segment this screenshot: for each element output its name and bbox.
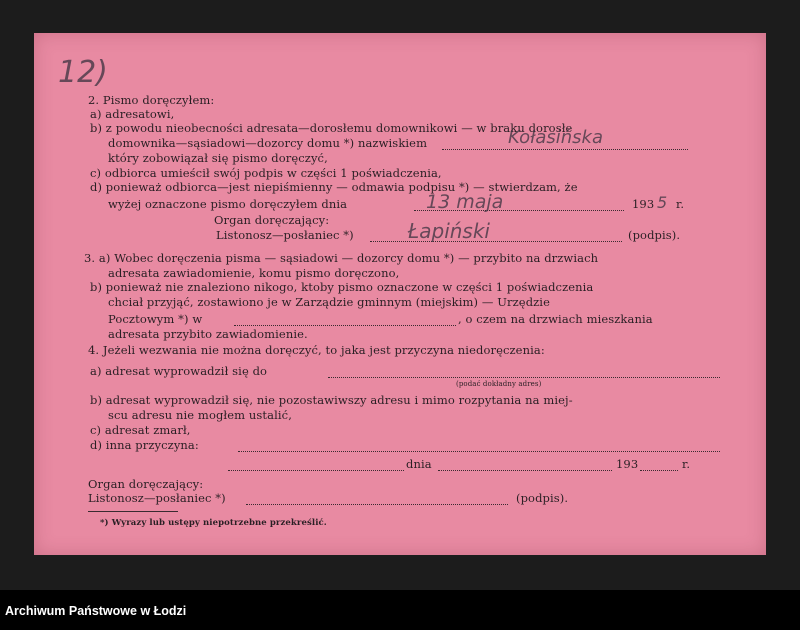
section-4-d: d) inna przyczyna: <box>90 438 199 452</box>
name-dotted-line <box>442 149 688 150</box>
section-4-year-dotted-line <box>640 470 678 471</box>
section-2-b-line1: b) z powodu nieobecności adresata—dorosłemu domownikowi — w braku dorosłe <box>90 121 573 135</box>
handwritten-name: Kołasińska <box>508 127 603 148</box>
section-2-heading: 2. Pismo doręczyłem: <box>88 93 215 107</box>
section-3-b-line1: b) ponieważ nie znaleziono nikogo, ktoby pismo oznaczone w części 1 poświadczenia <box>90 280 594 294</box>
section-2-organ: Organ doręczający: <box>214 213 330 227</box>
archive-label: Archiwum Państwowe w Łodzi <box>5 604 187 618</box>
section-3-b-line3b: , o czem na drzwiach mieszkania <box>458 312 653 326</box>
delivery-receipt-card <box>34 33 766 555</box>
section-3-a-line2: adresata zawiadomienie, komu pismo doręczono, <box>108 266 400 280</box>
section-4-date-dotted-line <box>438 470 612 471</box>
section-4-b-line1: b) adresat wyprowadził się, nie pozostawiwszy adresu i mimo rozpytania na miej- <box>90 393 573 407</box>
section-4-c: c) adresat zmarł, <box>90 423 191 437</box>
section-4-dnia: dnia <box>406 457 432 471</box>
footnote: *) Wyrazy lub ustępy niepotrzebne przekreślić. <box>100 518 327 528</box>
section-2-year: 193 <box>632 197 655 211</box>
section-4-signature-dotted-line <box>246 504 508 505</box>
section-2-listonosz: Listonosz—posłaniec *) <box>216 228 354 242</box>
address-note: (podać dokładny adres) <box>456 380 542 388</box>
section-3-b-line4: adresata przybito zawiadomienie. <box>108 327 308 341</box>
section-2-podpis: (podpis). <box>628 228 681 242</box>
section-4-a: a) adresat wyprowadził się do <box>90 364 268 378</box>
handwritten-year: 5 <box>657 193 668 212</box>
section-4-listonosz: Listonosz—posłaniec *) <box>88 491 226 505</box>
section-2-b-line3: który zobowiązał się pismo doręczyć, <box>108 151 328 165</box>
section-2-b-line2: domownika—sąsiadowi—dozorcy domu *) nazwiskiem <box>108 136 428 150</box>
section-4-year: 193 <box>616 457 639 471</box>
section-3-a-line1: 3. a) Wobec doręczenia pisma — sąsiadowi — dozorcy domu *) — przybito na drzwiach <box>84 251 599 265</box>
footnote-rule <box>88 511 178 512</box>
section-4-organ: Organ doręczający: <box>88 477 204 491</box>
post-office-dotted-line <box>234 325 456 326</box>
section-2-a: a) adresatowi, <box>90 107 175 121</box>
section-2-d-line1: d) ponieważ odbiorca—jest niepiśmienny — odmawia podpisu *) — stwierdzam, że <box>90 180 578 194</box>
section-3-b-line2: chciał przyjąć, zostawiono je w Zarządzie gminnym (miejskim) — Urzędzie <box>108 295 550 309</box>
place-dotted-line <box>228 470 404 471</box>
section-2-c: c) odbiorca umieścił swój podpis w części 1 poświadczenia, <box>90 166 442 180</box>
archive-footer <box>0 590 800 630</box>
section-4-b-line2: scu adresu nie mogłem ustalić, <box>108 408 292 422</box>
section-4-heading: 4. Jeżeli wezwania nie można doręczyć, to jaka jest przyczyna niedoręczenia: <box>88 343 545 357</box>
handwritten-date: 13 maja <box>426 191 504 213</box>
section-4-r: r. <box>682 457 691 471</box>
handwritten-number: 12) <box>58 55 108 90</box>
section-3-b-line3a: Pocztowym *) w <box>108 312 203 326</box>
section-2-d-line2: wyżej oznaczone pismo doręczyłem dnia <box>108 197 348 211</box>
section-2-r: r. <box>676 197 685 211</box>
section-4-podpis: (podpis). <box>516 491 569 505</box>
handwritten-signature: Łapiński <box>408 219 490 243</box>
other-reason-dotted-line <box>238 451 720 452</box>
